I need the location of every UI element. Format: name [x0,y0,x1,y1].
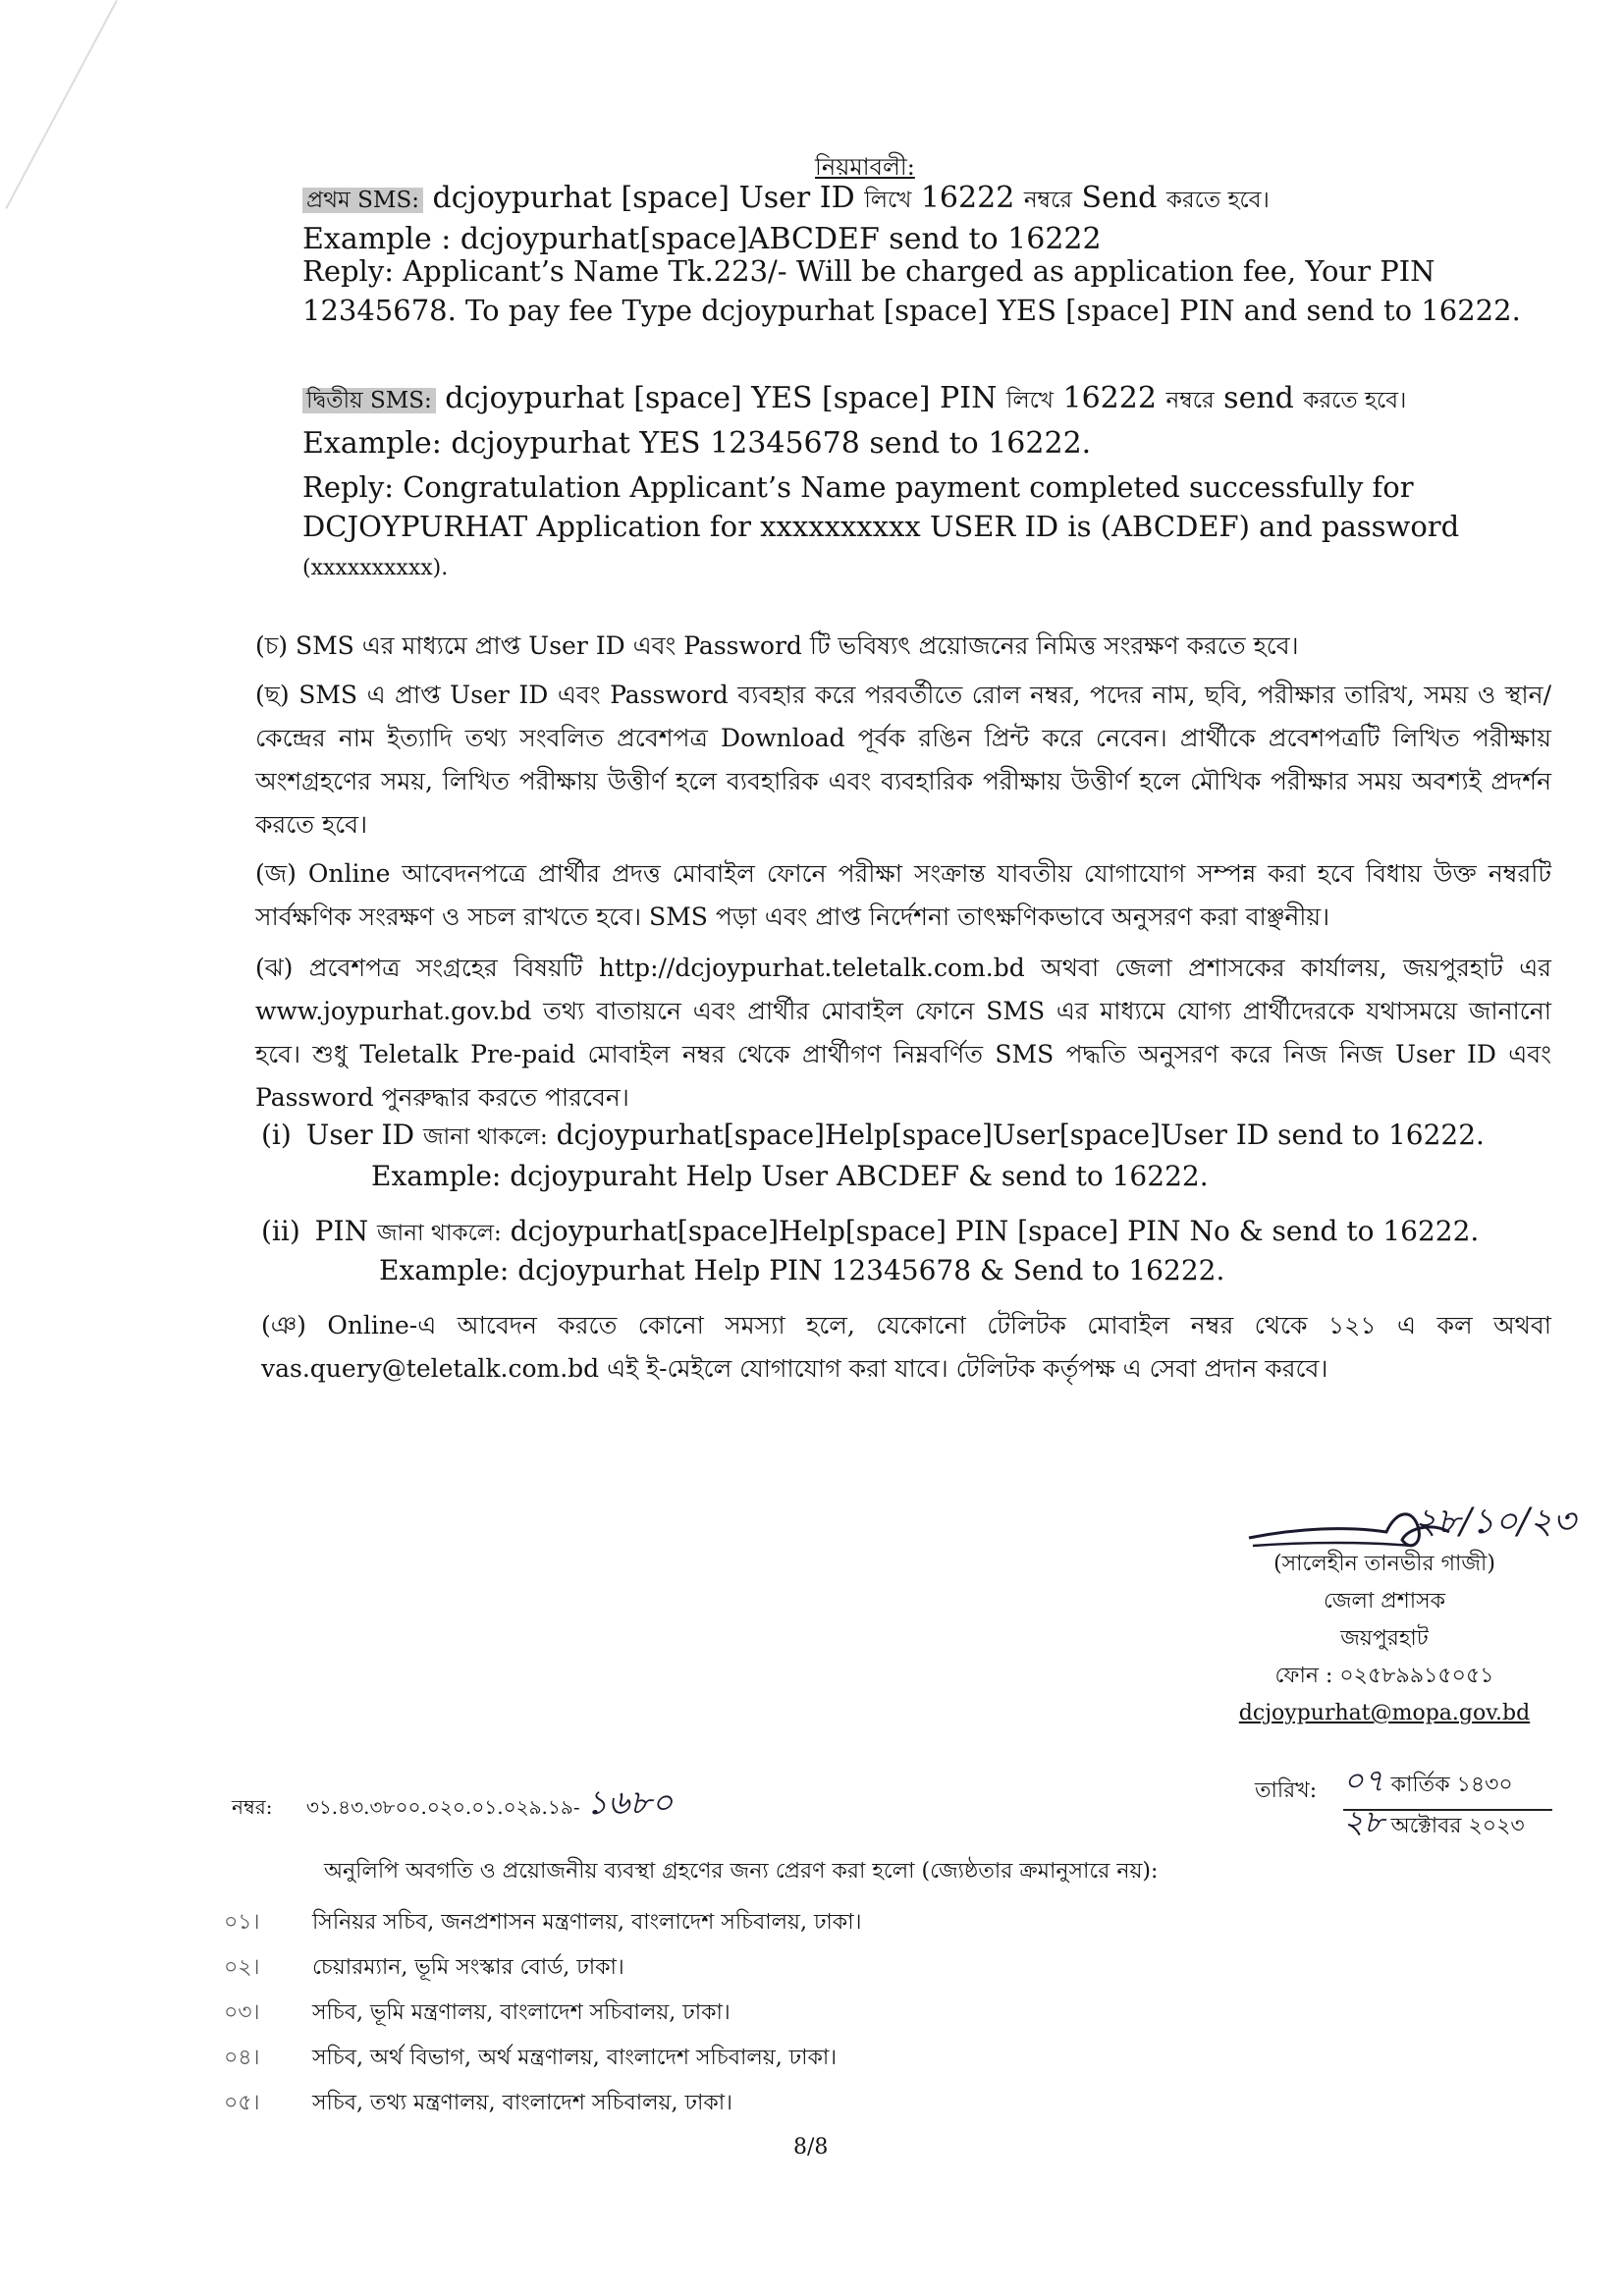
first-sms-line [302,177,1270,222]
memo-number-row [232,1777,673,1833]
signatory-designation: জেলা প্রশাসক [1323,1589,1446,1613]
second-sms-text-e: send [1214,381,1304,415]
cc-heading: অনুলিপি অবগতি ও প্রয়োজনীয় ব্যবস্থা গ্রহণের জন্য প্রেরণ করা হলো (জ্যেষ্ঠতার ক্রমানুসারে নয়): [324,1859,1159,1884]
cc-item [224,2039,837,2078]
cc-item-text: চেয়ারম্যান, ভূমি সংস্কার বোর্ড, ঢাকা। [312,1955,624,1980]
cc-item-number: ০১। [224,1910,260,1935]
memo-label: নম্বর: [232,1795,273,1819]
item-i-text-b: জানা থাকলে: [422,1124,548,1150]
cc-item [224,2084,732,2123]
cc-item-text: সচিব, তথ্য মন্ত্রণালয়, বাংলাদেশ সচিবালয়, ঢাকা। [312,2091,732,2115]
second-sms-reply-3: (xxxxxxxxxx). [302,556,449,580]
first-sms-text-c: 16222 [911,181,1024,215]
cc-item-number: ০৫। [224,2091,260,2115]
cc-item-text: সচিব, ভূমি মন্ত্রণালয়, বাংলাদেশ সচিবালয়, ঢাকা। [312,2000,731,2025]
recovery-item-user-id [261,1114,1485,1159]
first-sms-text-e: Send [1072,181,1166,215]
cc-item-number: ০২। [224,1955,260,1980]
item-number: (i) [261,1119,292,1151]
second-sms-line [302,377,1406,422]
second-sms-text-d: নম্বরে [1165,388,1215,413]
first-sms-label: প্রথম SMS: [302,188,423,213]
cc-item [224,1903,861,1942]
second-sms-example: Example: dcjoypurhat YES 12345678 send to 16222. [302,426,1092,461]
cc-item [224,1994,731,2033]
rules-title: নিয়মাবলী: [815,153,915,181]
first-sms-text-b: লিখে [864,188,912,213]
first-sms-example: Example : dcjoypurhat[space]ABCDEF send to 16222 [302,222,1102,256]
second-sms-reply-1: Reply: Congratulation Applicant’s Name payment completed successfully for [302,470,1414,504]
first-sms-text-d: নম্বরে [1023,188,1072,213]
date-english-rest: অক্টোবর ২০২৩ [1383,1814,1525,1838]
item-i-text-a: User ID [305,1119,423,1151]
cc-item-text: সিনিয়র সচিব, জনপ্রশাসন মন্ত্রণালয়, বাংলাদেশ সচিবালয়, ঢাকা। [312,1910,862,1935]
first-sms-text-a: dcjoypurhat [space] User ID [432,181,865,215]
signatory-phone: ফোন : ০২৫৮৯৯১৫০৫১ [1274,1664,1494,1688]
page-number: 8/8 [793,2135,829,2159]
date-english [1343,1797,1525,1850]
second-sms-reply-2: DCJOYPURHAT Application for xxxxxxxxxx USER ID is (ABCDEF) and password [302,510,1460,543]
second-sms-text-f: করতে হবে। [1303,388,1407,413]
signatory-email[interactable]: dcjoypurhat@mopa.gov.bd [1238,1701,1531,1725]
first-sms-text-f: করতে হবে। [1165,188,1270,213]
second-sms-text-c: 16222 [1053,381,1166,415]
date-label: তারিখ: [1255,1778,1318,1803]
scan-edge-line [5,0,117,209]
date-english-day: ২৮ [1343,1803,1384,1840]
cc-item-number: ০৩। [224,2000,260,2025]
item-ii-text-a: PIN [314,1215,377,1247]
paragraph-ja: (জ) Online আবেদনপত্রে প্রার্থীর প্রদত্ত মোবাইল ফোনে পরীক্ষা সংক্রান্ত যাবতীয় যোগাযোগ সম্পন্ন করা হবে বিধায় উক্ত নম্বরটি সার্বক্ষণিক সংরক্ষণ ও সচল রাখতে হবে। SMS পড়া এবং প্রাপ্ত নির্দেশনা তাৎক্ষণিকভাবে অনুসরণ করা বাঞ্ছনীয়। [255,859,1551,931]
second-sms-label: দ্বিতীয় SMS: [302,388,436,413]
paragraph-jha: (ঝ) প্রবেশপত্র সংগ্রহের বিষয়টি http://dcjoypurhat.teletalk.com.bd অথবা জেলা প্রশাসকের কার্যালয়, জয়পুরহাট এর www.joypurhat.gov.bd তথ্য বাতায়নে এবং প্রার্থীর মোবাইল ফোনে SMS এর মাধ্যমে যোগ্য প্রার্থীদেরকে যথাসময়ে জানানো হবে। শুধু Teletalk Pre-paid মোবাইল নম্বর থেকে প্রার্থীগণ নিম্নবর্ণিত SMS পদ্ধতি অনুসরণ করে নিজ নিজ User ID এবং Password পুনরুদ্ধার করতে পারবেন। [255,954,1551,1112]
cc-item-text: সচিব, অর্থ বিভাগ, অর্থ মন্ত্রণালয়, বাংলাদেশ সচিবালয়, ঢাকা। [312,2046,838,2070]
item-ii-text-b: জানা থাকলে: [376,1221,502,1246]
first-sms-reply-1: Reply: Applicant’s Name Tk.223/- Will be charged as application fee, Your PIN [302,254,1435,288]
item-ii-text-c: dcjoypurhat[space]Help[space] PIN [space] PIN No & send to 16222. [501,1215,1480,1247]
item-ii-example: Example: dcjoypurhat Help PIN 12345678 & Send to 16222. [379,1254,1225,1286]
second-sms-text-a: dcjoypurhat [space] YES [space] PIN [435,381,1006,415]
signature-handwritten-date: ২৮/১০/২৩ [1414,1502,1576,1542]
memo-handwritten-suffix: ১৬৮০ [585,1783,674,1823]
signatory-district: জয়পুরহাট [1340,1626,1429,1651]
item-number: (ii) [261,1215,300,1247]
paragraph-cha: (চ) SMS এর মাধ্যমে প্রাপ্ত User ID এবং Password টি ভবিষ্যৎ প্রয়োজনের নিমিত্ত সংরক্ষণ করতে হবে। [255,631,1299,660]
cc-item [224,1948,624,1988]
date-bangla-day: ০৭ [1343,1762,1384,1799]
cc-item-number: ০৪। [224,2046,260,2070]
first-sms-reply-2: 12345678. To pay fee Type dcjoypurhat [space] YES [space] PIN and send to 16222. [302,294,1521,327]
item-i-text-c: dcjoypurhat[space]Help[space]User[space]User ID send to 16222. [547,1119,1485,1151]
memo-number: ৩১.৪৩.৩৮০০.০২০.০১.০২৯.১৯- [305,1795,580,1819]
paragraph-nya: (ঞ) Online-এ আবেদন করতে কোনো সমস্যা হলে, যেকোনো টেলিটক মোবাইল নম্বর থেকে ১২১ এ কল অথবা vas.query@teletalk.com.bd এই ই-মেইলে যোগাযোগ করা যাবে। টেলিটক কর্তৃপক্ষ এ সেবা প্রদান করবে। [261,1311,1551,1383]
second-sms-text-b: লিখে [1005,388,1054,413]
signatory-name: (সালেহীন তানভীর গাজী) [1273,1552,1495,1576]
paragraph-chha: (ছ) SMS এ প্রাপ্ত User ID এবং Password ব্যবহার করে পরবর্তীতে রোল নম্বর, পদের নাম, ছবি, পরীক্ষার তারিখ, সময় ও স্থান/কেন্দ্রের নাম ইত্যাদি তথ্য সংবলিত প্রবেশপত্র Download পূর্বক রঙিন প্রিন্ট করে নেবেন। প্রার্থীকে প্রবেশপত্রটি লিখিত পরীক্ষায় অংশগ্রহণের সময়, লিখিত পরীক্ষায় উত্তীর্ণ হলে ব্যবহারিক এবং ব্যবহারিক পরীক্ষায় উত্তীর্ণ হলে মৌখিক পরীক্ষার সময় অবশ্যই প্রদর্শন করতে হবে। [255,681,1551,839]
date-bangla-rest: কার্তিক ১৪৩০ [1383,1773,1513,1797]
item-i-example: Example: dcjoypuraht Help User ABCDEF & send to 16222. [371,1160,1209,1192]
